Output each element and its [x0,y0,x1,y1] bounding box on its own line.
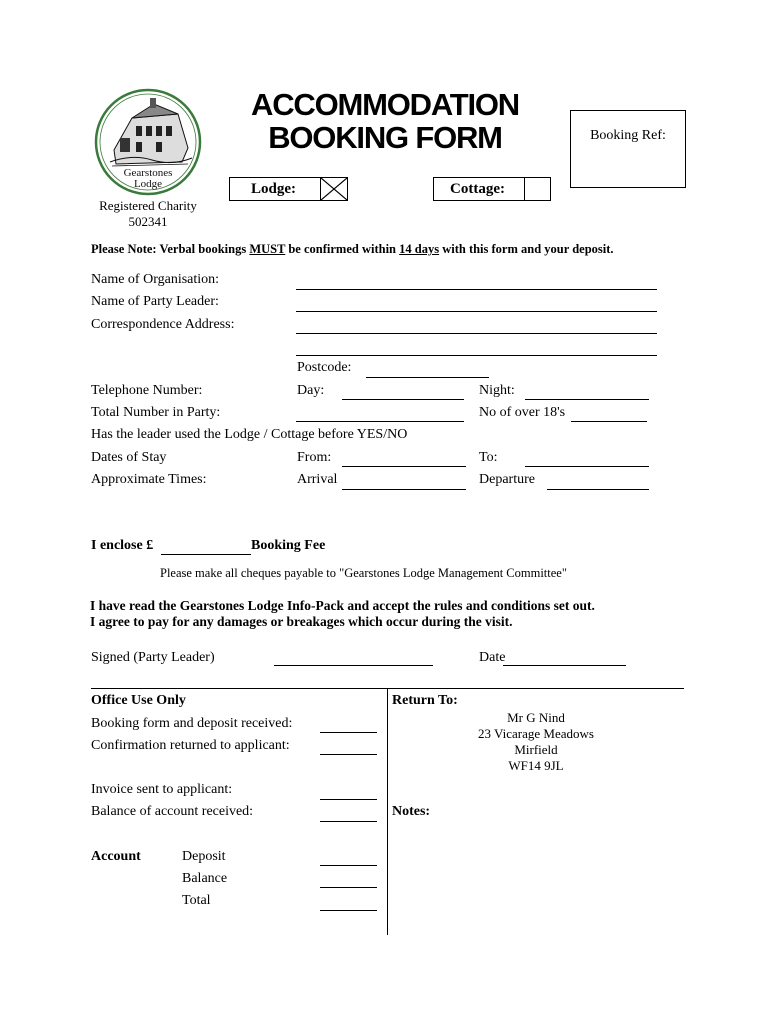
charity-number: 502341 [128,214,168,229]
fee-amount-field[interactable] [161,554,251,555]
logo [92,88,204,198]
leader-used-label: Has the leader used the Lodge / Cottage before YES/NO [91,427,408,442]
title-line2: BOOKING FORM [268,120,502,155]
return-postcode: WF14 9JL [508,758,564,773]
day-phone-field[interactable] [342,399,464,400]
total-party-field[interactable] [296,421,464,422]
to-date-field[interactable] [525,466,649,467]
over18-field[interactable] [571,421,647,422]
address-field-1[interactable] [296,333,657,334]
address-field-2[interactable] [296,355,657,356]
day-label: Day: [297,383,325,398]
total-field[interactable] [320,910,377,911]
return-town: Mirfield [514,742,558,757]
date-label: Date [479,650,506,665]
arrival-label: Arrival [297,472,338,487]
verbal-booking-note: Please Note: Verbal bookings MUST be confirmed within 14 days with this form and your deposit. [91,242,614,256]
dates-label: Dates of Stay [91,450,167,465]
lodge-checkbox[interactable] [320,178,347,200]
organisation-field[interactable] [296,289,657,290]
notes-heading: Notes: [392,804,431,819]
address-label: Correspondence Address: [91,317,235,332]
from-label: From: [297,450,332,465]
booking-ref-label: Booking Ref: [590,128,666,143]
confirmation-field[interactable] [320,754,377,755]
total-label: Total [182,893,211,908]
confirmation-label: Confirmation returned to applicant: [91,738,290,753]
balance-label: Balance [182,871,228,886]
departure-label: Departure [479,472,535,487]
agreement-line2: I agree to pay for any damages or breakages which occur during the visit. [90,614,513,629]
office-heading: Office Use Only [91,693,186,708]
times-label: Approximate Times: [91,472,207,487]
from-date-field[interactable] [342,466,466,467]
office-vertical-divider [387,689,388,935]
lodge-option[interactable] [229,177,348,201]
postcode-field[interactable] [366,377,489,378]
charity-caption: Registered Charity [99,198,197,213]
account-label: Account [91,849,141,864]
deposit-label: Deposit [182,849,226,864]
title-line1: ACCOMMODATION [251,87,519,122]
organisation-label: Name of Organisation: [91,272,220,287]
cottage-label: Cottage: [450,181,505,197]
enclose-label: I enclose £ [91,538,154,553]
party-leader-label: Name of Party Leader: [91,294,219,309]
return-to-heading: Return To: [392,693,458,708]
balance-received-field[interactable] [320,821,377,822]
cottage-option[interactable] [433,177,551,201]
postcode-label: Postcode: [297,360,352,375]
checked-x-icon [321,178,347,200]
invoice-field[interactable] [320,799,377,800]
total-party-label: Total Number in Party: [91,405,221,420]
logo-text-line1: Gearstones [123,167,173,179]
signature-field[interactable] [274,665,433,666]
to-label: To: [479,450,498,465]
return-name: Mr G Nind [507,710,565,725]
date-field[interactable] [503,665,626,666]
lodge-label: Lodge: [251,181,296,197]
form-received-label: Booking form and deposit received: [91,716,293,731]
party-leader-field[interactable] [296,311,657,312]
logo-text-line2: Lodge [133,178,163,190]
deposit-field[interactable] [320,865,377,866]
arrival-field[interactable] [342,489,466,490]
departure-field[interactable] [547,489,649,490]
note-days: 14 days [399,242,440,256]
cheques-note: Please make all cheques payable to "Gearstones Lodge Management Committee" [160,566,567,580]
agreement-line1: I have read the Gearstones Lodge Info-Pack and accept the rules and conditions set out. [90,598,595,613]
over18-label: No of over 18's [479,405,566,420]
form-received-field[interactable] [320,732,377,733]
balance-received-label: Balance of account received: [91,804,254,819]
booking-fee-label: Booking Fee [251,538,326,553]
night-phone-field[interactable] [525,399,649,400]
invoice-label: Invoice sent to applicant: [91,782,233,797]
cottage-checkbox[interactable] [524,178,551,200]
night-label: Night: [479,383,515,398]
balance-field[interactable] [320,887,377,888]
note-must: MUST [249,242,286,256]
notes-area[interactable] [392,822,682,932]
signed-label: Signed (Party Leader) [91,650,215,665]
booking-ref-box[interactable] [570,110,686,188]
telephone-label: Telephone Number: [91,383,203,398]
return-street: 23 Vicarage Meadows [478,726,594,741]
